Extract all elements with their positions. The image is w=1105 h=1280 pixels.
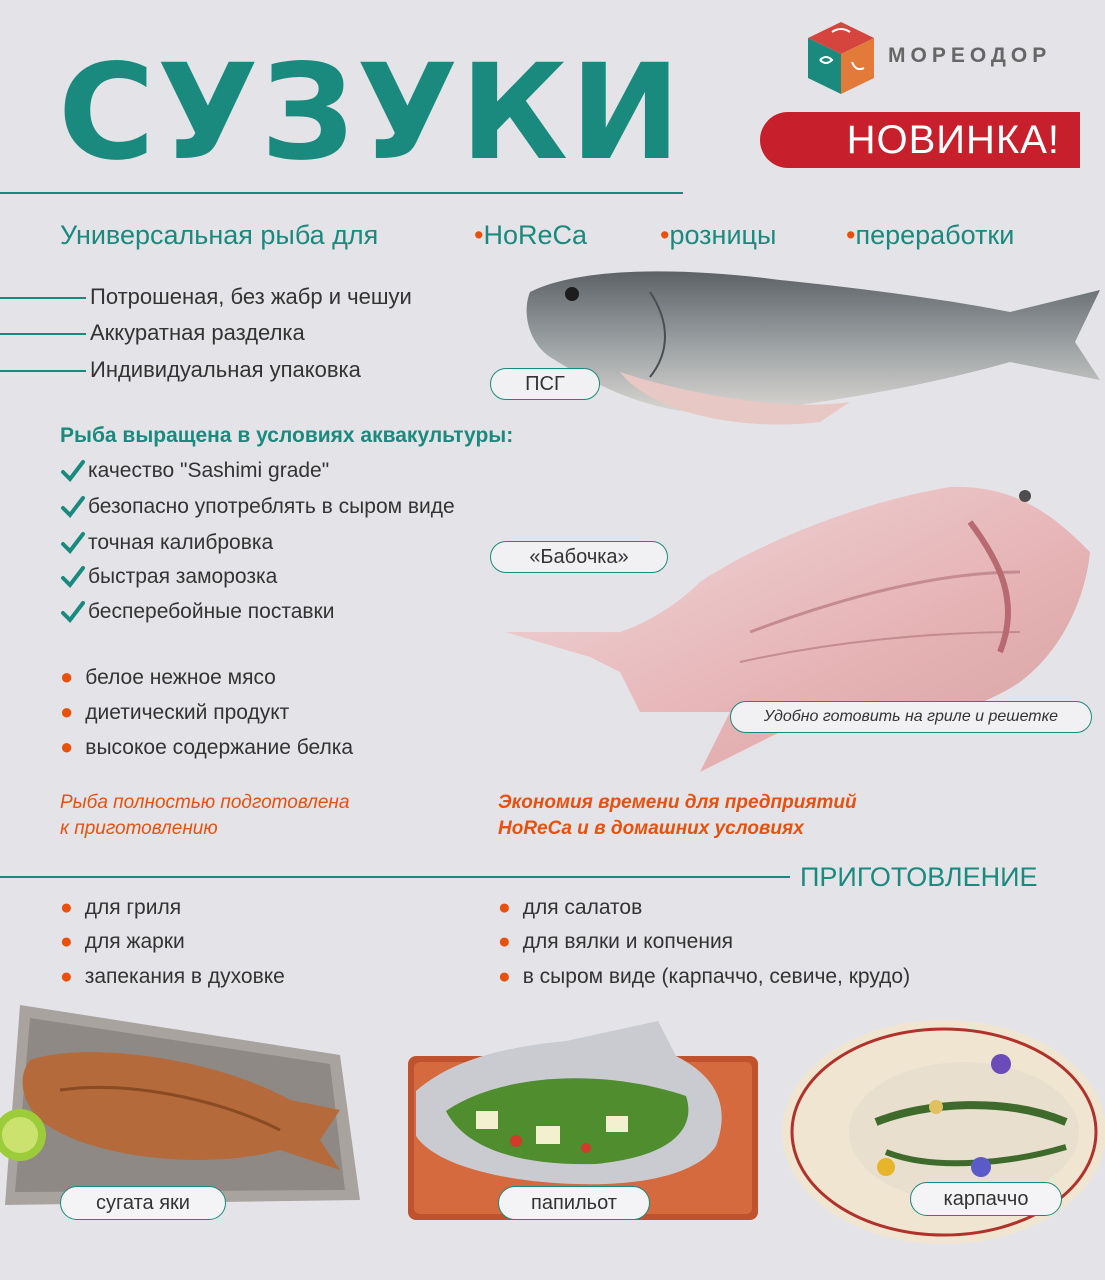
note-time-saving-line1: Экономия времени для предприятий (498, 792, 857, 813)
prep-label: для гриля (84, 896, 182, 919)
check-label: бесперебойные поставки (88, 600, 335, 623)
label-psg: ПСГ (490, 368, 600, 400)
new-badge (760, 112, 1080, 168)
check-label: быстрая заморозка (88, 565, 278, 588)
feature-cutting: Аккуратная разделка (90, 320, 305, 345)
prep-label: для вялки и копчения (522, 930, 734, 953)
label-grill-note: Удобно готовить на гриле и решетке (730, 701, 1092, 733)
prep-item: ● для гриля (60, 896, 182, 919)
brand-name: МОРЕОДОР (888, 44, 1052, 67)
caption-sugata-yaki: сугата яки (60, 1186, 226, 1220)
check-item (60, 599, 334, 625)
prep-item: ● в сыром виде (карпаччо, севиче, крудо) (498, 965, 911, 988)
check-label: качество "Sashimi grade" (88, 459, 330, 482)
prep-label: для салатов (522, 896, 643, 919)
feature-packaging: Индивидуальная упаковка (90, 357, 361, 382)
tag-retail-label: розницы (669, 220, 777, 250)
note-time-saving-line2: HoReCa и в домашних условиях (498, 818, 804, 839)
whole-fish-image (520, 262, 1105, 434)
check-item (60, 564, 277, 590)
tag-horeca-label: HoReCa (483, 220, 587, 250)
tag-processing: •переработки (846, 220, 1015, 250)
subtitle-lead: Универсальная рыба для (60, 220, 379, 250)
check-label: точная калибровка (88, 531, 274, 554)
check-item (60, 494, 455, 520)
checkmark-icon (60, 530, 86, 556)
feature-line (0, 297, 86, 299)
feature-gutted: Потрошеная, без жабр и чешуи (90, 284, 412, 309)
checkmark-icon (60, 564, 86, 590)
tag-processing-label: переработки (855, 220, 1015, 250)
page-title: СУЗУКИ (58, 36, 683, 190)
check-item (60, 530, 273, 556)
prep-item: ● для вялки и копчения (498, 930, 734, 953)
property-label: белое нежное мясо (85, 666, 276, 689)
property-item: ● белое нежное мясо (60, 664, 276, 689)
check-item (60, 458, 329, 484)
checkmark-icon (60, 599, 86, 625)
note-prepared (60, 790, 349, 842)
note-prepared-line1: Рыба полностью подготовлена (60, 792, 350, 813)
title-divider (0, 192, 683, 194)
prep-label: в сыром виде (карпаччо, севиче, крудо) (522, 965, 911, 988)
tag-horeca: •HoReCa (474, 220, 587, 250)
prep-label: запекания в духовке (84, 965, 285, 988)
caption-carpaccio: карпаччо (910, 1182, 1062, 1216)
checkmark-icon (60, 494, 86, 520)
property-item: ● диетический продукт (60, 699, 290, 724)
checkmark-icon (60, 458, 86, 484)
prep-label: для жарки (84, 930, 185, 953)
feature-line (0, 370, 86, 372)
prep-item: ● для жарки (60, 930, 185, 953)
caption-papillote: папильот (498, 1186, 650, 1220)
prep-heading: ПРИГОТОВЛЕНИЕ (800, 862, 1038, 892)
property-label: диетический продукт (85, 701, 290, 724)
prep-divider (0, 876, 790, 878)
check-label: безопасно употреблять в сыром виде (88, 495, 455, 518)
prep-item: ● запекания в духовке (60, 965, 285, 988)
aquaculture-heading: Рыба выращена в условиях аквакультуры: (60, 424, 514, 447)
dish-sugata-yaki-image (0, 1000, 370, 1210)
tag-retail: •розницы (660, 220, 777, 250)
label-butterfly: «Бабочка» (490, 541, 668, 573)
new-badge-label: НОВИНКА! (760, 112, 1080, 168)
prep-item: ● для салатов (498, 896, 643, 919)
feature-line (0, 333, 86, 335)
note-prepared-line2: к приготовлению (60, 818, 218, 839)
brand-logo-icon (806, 20, 876, 96)
property-label: высокое содержание белка (85, 736, 354, 759)
note-time-saving (498, 790, 857, 842)
property-item: ● высокое содержание белка (60, 734, 354, 759)
